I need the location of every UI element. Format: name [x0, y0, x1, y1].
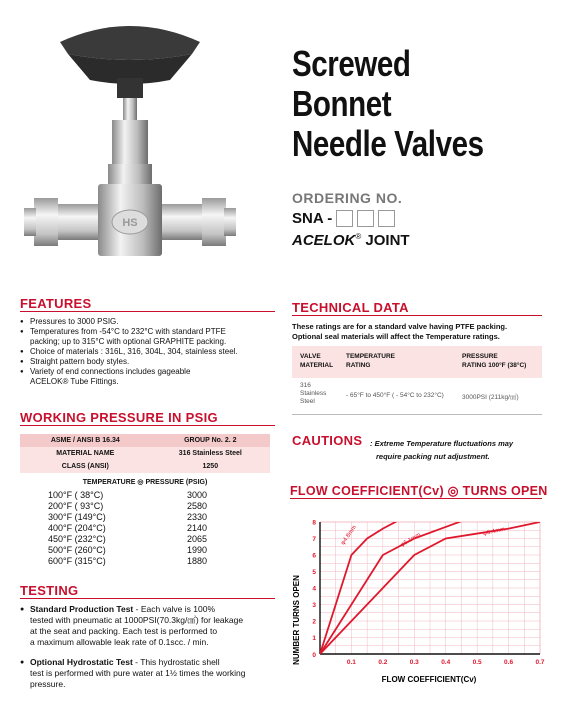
table-cell: CLASS (ANSI) [61, 463, 109, 470]
origin-tick-label: 0 [312, 652, 316, 659]
x-tick-label: 0.5 [472, 659, 482, 666]
temperature-pressure-header: TEMPERATURE ◎ PRESSURE (PSIG) [82, 479, 208, 486]
features-rule [20, 311, 275, 312]
y-axis-label: NUMBER TURNS OPEN [292, 575, 301, 665]
ordering-box-2 [357, 210, 374, 227]
cell-text: Stainless [300, 390, 327, 397]
series-label: φ5.1mm [399, 532, 422, 549]
technical-intro [292, 322, 542, 342]
header-temperature-rating [346, 352, 395, 370]
title-line-2: Bonnet [292, 83, 392, 124]
ordering-prefix: SNA - [292, 210, 333, 227]
technical-intro-1: These ratings are for a standard valve having PTFE packing. [292, 322, 508, 331]
list-item [20, 534, 270, 545]
chart-grid [320, 522, 540, 654]
cautions-text [370, 437, 513, 463]
temperature-value: 400°F (204°C) [48, 523, 106, 533]
technical-data-rule [292, 315, 542, 316]
features-list [20, 317, 275, 387]
technical-intro-2: Optional seal materials will affect the Temperature ratings. [292, 332, 500, 341]
registered-mark: ® [355, 232, 362, 241]
y-tick-label: 2 [312, 618, 316, 626]
chart-rule [290, 498, 542, 499]
flow-coefficient-chart [290, 508, 552, 688]
list-item [20, 556, 270, 567]
page-title [292, 44, 484, 164]
x-tick-label: 0.1 [346, 659, 356, 666]
y-tick-label: 5 [312, 569, 316, 576]
pressure-value: 2330 [187, 512, 208, 522]
temperature-value: 300°F (149°C) [48, 512, 106, 522]
feature-item: ● Pressures to 3000 PSIG. [20, 317, 275, 327]
optional-test-l1: - This hydrostatic shell [132, 657, 220, 667]
technical-table-header [292, 346, 542, 378]
cautions-heading: CAUTIONS [292, 433, 363, 448]
ordering-number [292, 210, 395, 227]
title-line-3: Needle Valves [292, 123, 484, 164]
working-pressure-rule [20, 425, 275, 426]
x-tick-label: 0.4 [441, 659, 451, 666]
temperature-value: 200°F ( 93°C) [48, 501, 104, 511]
standard-test-l3: at the seat and packing. Each test is performed to [30, 626, 218, 636]
header-text: RATING [346, 362, 371, 369]
x-tick-label: 0.6 [504, 659, 514, 666]
cell-text: 316 [300, 382, 311, 389]
testing-rule [20, 598, 275, 599]
pressure-value: 3000 [187, 490, 208, 500]
acelok-joint [292, 232, 410, 249]
feature-item: ACELOK® Tube Fittings. [30, 377, 119, 386]
table-cell: 1250 [202, 463, 219, 470]
list-item [20, 490, 270, 501]
x-axis-label: FLOW COEFFICIENT(Cv) [381, 675, 477, 684]
row-temperature: - 65°F to 450°F ( - 54°C to 232°C) [346, 392, 444, 399]
optional-test-title: Optional Hydrostatic Test [30, 657, 133, 667]
working-pressure-heading: WORKING PRESSURE IN PSIG [20, 410, 218, 425]
temperature-pressure-list [20, 490, 270, 567]
ordering-label: ORDERING NO. [292, 190, 403, 206]
standard-test-l2: tested with pneumatic at 1000PSI(70.3kg/㎠) for leakage [30, 615, 244, 625]
temperature-value: 100°F ( 38°C) [48, 490, 104, 500]
header-valve-material [300, 352, 333, 370]
optional-test-item [20, 657, 278, 690]
feature-item: ● Straight pattern body styles. [20, 357, 275, 367]
header-text: PRESSURE [462, 353, 498, 360]
header-text: RATING 100°F (38°C) [462, 362, 527, 369]
table-cell: 316 Stainless Steel [178, 450, 242, 457]
x-tick-label: 0.7 [535, 659, 545, 666]
cautions-line-1: : Extreme Temperature fluctuations may [370, 439, 514, 448]
table-row [20, 460, 270, 473]
feature-item: ● Choice of materials : 316L, 316, 304L, 304, stainless steel. [20, 347, 275, 357]
feature-item: packing; up to 315°C with optional GRAPHITE packing. [30, 337, 227, 346]
features-heading: FEATURES [20, 296, 92, 311]
header-pressure-rating [462, 352, 526, 370]
y-tick-label: 3 [312, 602, 316, 609]
technical-row-divider [292, 414, 542, 415]
table-row [20, 447, 270, 460]
y-tick-label: 6 [312, 552, 316, 560]
working-pressure-table [20, 434, 270, 473]
row-pressure: 3000PSI (211kg/㎠) [462, 394, 519, 401]
list-item [20, 523, 270, 534]
acelok-brand: ACELOK [292, 232, 356, 249]
ordering-box-1 [336, 210, 353, 227]
pressure-value: 2580 [187, 501, 208, 511]
optional-test-l2: test is performed with pure water at 1½ times the working [30, 668, 246, 678]
table-cell: GROUP No. 2. 2 [184, 437, 237, 444]
testing-text [20, 604, 278, 690]
temperature-value: 500°F (260°C) [48, 545, 106, 555]
table-cell: MATERIAL NAME [56, 450, 115, 457]
x-tick-label: 0.3 [409, 659, 419, 666]
row-material [300, 382, 326, 406]
cautions-line-2: require packing nut adjustment. [376, 452, 490, 461]
pressure-value: 1880 [187, 556, 208, 566]
standard-test-l1: - Each valve is 100% [133, 604, 216, 614]
cell-text: Steel [300, 398, 315, 405]
chart-title: FLOW COEFFICIENT(Cv) ◎ TURNS OPEN [290, 484, 548, 498]
series-label: φ4.8mm [340, 524, 358, 547]
list-item [20, 512, 270, 523]
standard-test-l4: a maximum allowable leak rate of 0.1scc. / min. [30, 637, 209, 647]
list-item [20, 501, 270, 512]
joint-word: JOINT [361, 232, 410, 249]
feature-item: ● Variety of end connections includes gageable [20, 367, 275, 377]
testing-heading: TESTING [20, 583, 79, 598]
header-text: TEMPERATURE [346, 353, 395, 360]
y-tick-label: 1 [312, 635, 316, 642]
header-text: MATERIAL [300, 362, 334, 369]
table-cell: ASME / ANSI B 16.34 [50, 437, 120, 444]
series-label: φ6.4mm [482, 526, 506, 538]
title-line-1: Screwed [292, 43, 411, 84]
svg-text:HS: HS [122, 217, 138, 229]
pressure-value: 2140 [187, 523, 208, 533]
y-tick-label: 7 [312, 536, 316, 543]
list-item [20, 545, 270, 556]
ordering-box-3 [378, 210, 395, 227]
pressure-value: 2065 [187, 534, 208, 544]
y-tick-label: 4 [312, 585, 316, 593]
optional-test-l3: pressure. [30, 679, 66, 689]
needle-valve-image [20, 18, 240, 280]
temperature-value: 600°F (315°C) [48, 556, 106, 566]
feature-item: ● Temperatures from -54°C to 232°C with standard PTFE [20, 327, 275, 337]
standard-test-title: Standard Production Test [30, 604, 134, 614]
pressure-value: 1990 [187, 545, 208, 555]
temperature-value: 450°F (232°C) [48, 534, 106, 544]
y-tick-label: 8 [312, 519, 316, 527]
x-tick-label: 0.2 [378, 659, 388, 666]
header-text: VALVE [300, 353, 321, 360]
standard-test-item [20, 604, 278, 648]
table-row [20, 434, 270, 447]
technical-data-heading: TECHNICAL DATA [292, 300, 409, 315]
